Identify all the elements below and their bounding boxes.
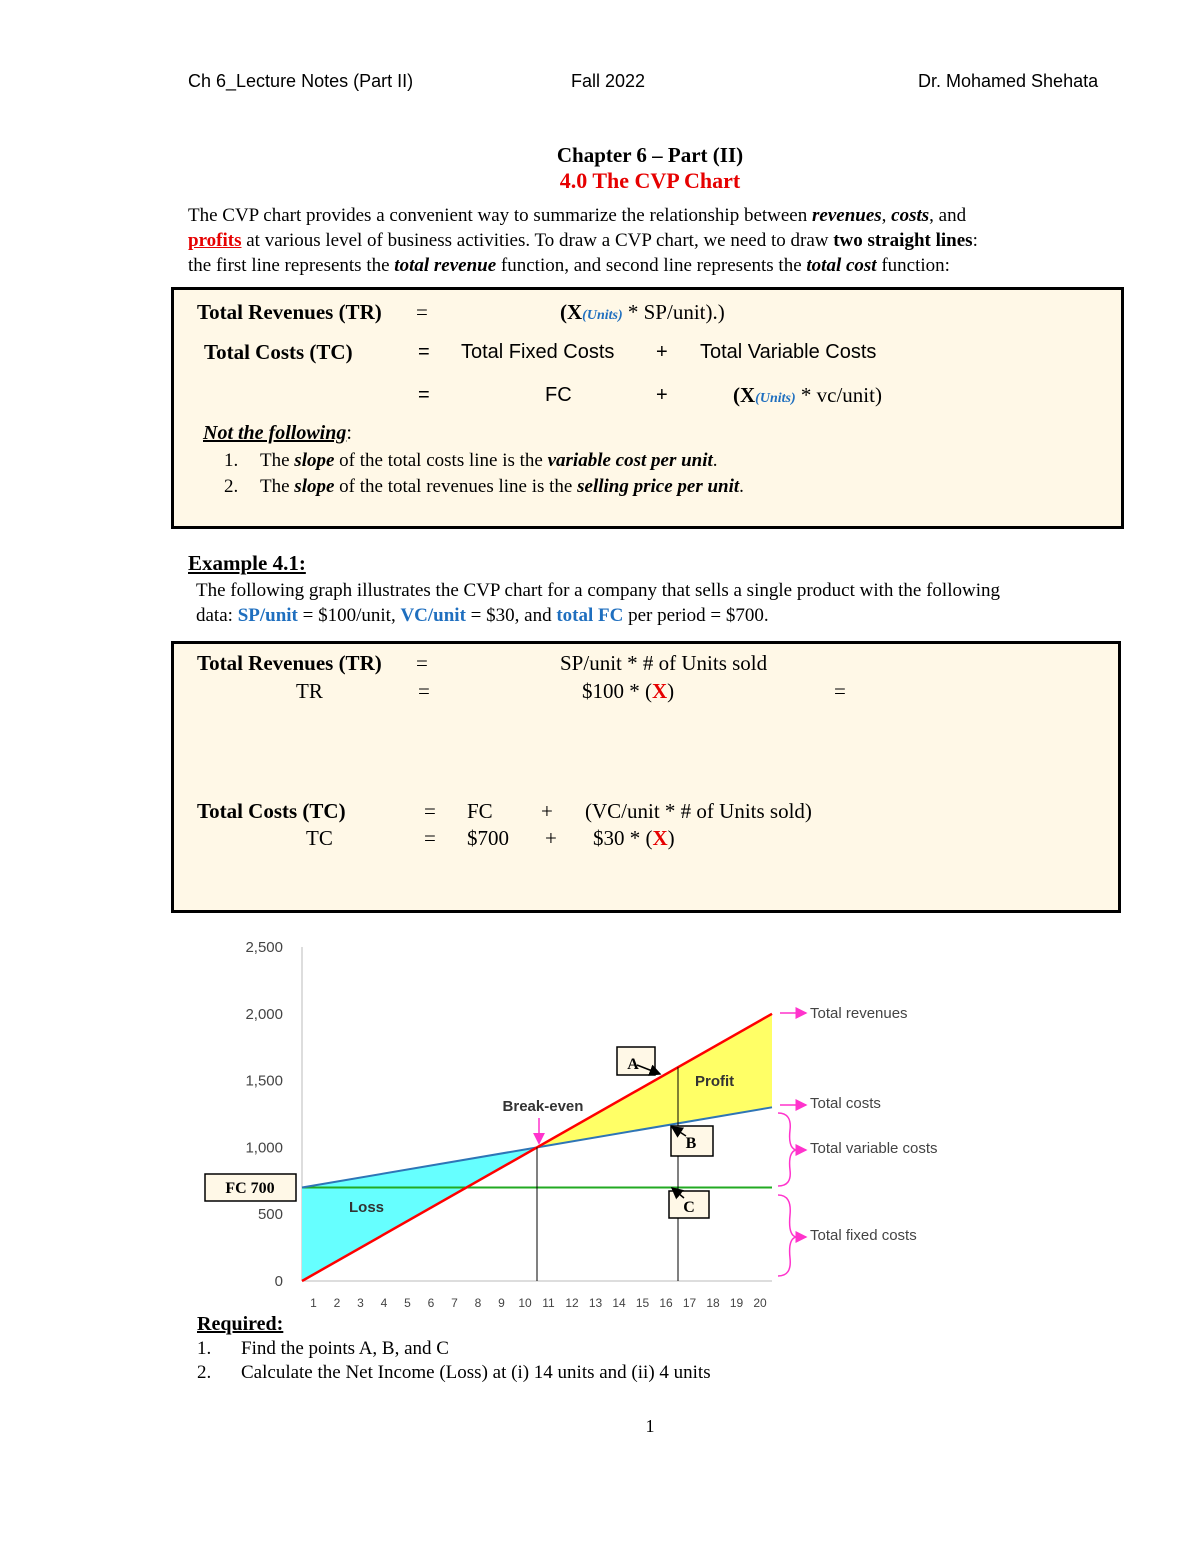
ex-tc-label: Total Costs (TC) <box>197 799 346 823</box>
legend-total-revenues: Total revenues <box>810 1005 908 1022</box>
tr-equals: = <box>416 300 428 324</box>
page-number: 1 <box>645 1416 655 1436</box>
x-tick-label: 13 <box>588 1296 603 1310</box>
tr-label: Total Revenues (TR) <box>197 300 382 324</box>
x-tick-label: 1 <box>310 1296 317 1310</box>
intro-paragraph: The CVP chart provides a convenient way to summarize the relationship between revenues, costs, and profits at various level of business activities. To draw a CVP chart, we need to draw two straight lines: the first line represents the total revenue function, and second line represents the total cost function: <box>188 205 978 276</box>
x-tick-label: 8 <box>474 1296 482 1310</box>
ex-tc-equals-2: = <box>424 826 436 850</box>
example-title: Example 4.1: <box>188 551 306 575</box>
ex-tr-equals-2: = <box>418 679 430 703</box>
header-right: Dr. Mohamed Shehata <box>918 71 1099 91</box>
ex-tr-label: Total Revenues (TR) <box>197 651 382 675</box>
tr-formula: (X(Units) * SP/unit).) <box>560 300 725 324</box>
header-center: Fall 2022 <box>571 71 646 91</box>
section-title: 4.0 The CVP Chart <box>559 168 741 193</box>
x-tick-label: 15 <box>635 1296 650 1310</box>
y-tick-label: 0 <box>274 1273 283 1290</box>
y-tick-label: 2,500 <box>245 939 283 956</box>
x-tick-label: 12 <box>565 1296 579 1310</box>
vc-formula: (X(Units) * vc/unit) <box>733 383 882 407</box>
ex-tr-short: TR <box>296 679 323 703</box>
x-tick-label: 14 <box>612 1296 626 1310</box>
chapter-title: Chapter 6 – Part (II) <box>556 143 744 167</box>
x-tick-label: 3 <box>357 1296 364 1310</box>
ex-tc-plus: + <box>541 799 553 823</box>
ex-tc-formula: (VC/unit * # of Units sold) <box>585 799 812 823</box>
ex-tr-value: $100 * (X) <box>582 679 675 703</box>
required-item: 1. Find the points A, B, and C <box>197 1338 449 1359</box>
note-item: 2. The slope of the total revenues line is the selling price per unit. <box>224 476 744 497</box>
x-tick-labels <box>310 1296 767 1310</box>
required-item: 2. Calculate the Net Income (Loss) at (i) 14 units and (ii) 4 units <box>197 1362 711 1383</box>
tc-plus: + <box>656 341 668 363</box>
tvc-brace <box>778 1113 796 1186</box>
tc-label: Total Costs (TC) <box>204 340 353 364</box>
x-tick-label: 4 <box>380 1296 388 1310</box>
ex-tc-value: $30 * (X) <box>593 826 675 850</box>
y-tick-label: 1,500 <box>245 1072 283 1090</box>
tfc-brace <box>778 1195 796 1276</box>
x-tick-label: 2 <box>333 1296 341 1310</box>
tc-variable: Total Variable Costs <box>700 341 877 363</box>
fc-box-label: FC 700 <box>225 1180 275 1197</box>
note-title: Not the following: <box>203 422 352 444</box>
legend-total-variable-costs: Total variable costs <box>810 1140 938 1157</box>
point-a-label: A <box>627 1056 639 1073</box>
y-tick-label: 500 <box>257 1206 283 1224</box>
x-tick-label: 16 <box>659 1296 673 1310</box>
tc-fixed: Total Fixed Costs <box>461 341 615 363</box>
ex-tr-formula: SP/unit * # of Units sold <box>560 651 768 675</box>
loss-label: Loss <box>349 1199 385 1216</box>
break-even-label: Break-even <box>502 1098 584 1115</box>
header-left: Ch 6_Lecture Notes (Part II) <box>188 71 414 91</box>
y-tick-label: 2,000 <box>245 1005 283 1023</box>
x-tick-label: 11 <box>542 1296 555 1310</box>
legend-total-fixed-costs: Total fixed costs <box>810 1227 917 1244</box>
cvp-chart <box>0 930 1200 1320</box>
fc-plus: + <box>656 384 668 406</box>
x-tick-label: 20 <box>753 1296 767 1310</box>
ex-tc-plus-2: + <box>545 826 557 850</box>
y-tick-label: 1,000 <box>245 1139 283 1157</box>
note-item: 1. The slope of the total costs line is the variable cost per unit. <box>224 450 718 471</box>
example-text: The following graph illustrates the CVP chart for a company that sells a single product with the following data: SP/unit = $100/unit, VC/unit = $30, and total FC per period = $700. <box>196 580 1000 626</box>
ex-tc-equals: = <box>424 799 436 823</box>
profit-label: Profit <box>695 1073 735 1090</box>
x-tick-label: 19 <box>729 1296 744 1310</box>
ex-tc-fc: FC <box>467 799 493 823</box>
x-tick-label: 10 <box>518 1296 532 1310</box>
ex-tc-fc-value: $700 <box>467 826 509 850</box>
fc-term: FC <box>545 384 572 406</box>
required-title: Required: <box>197 1313 284 1335</box>
x-tick-label: 18 <box>706 1296 720 1310</box>
x-tick-label: 17 <box>682 1296 697 1310</box>
ex-tr-equals-3: = <box>834 679 846 703</box>
point-c-label: C <box>683 1199 695 1216</box>
profits-keyword: profits <box>188 230 242 251</box>
fc-equals: = <box>418 384 430 406</box>
x-tick-label: 9 <box>498 1296 505 1310</box>
point-b-label: B <box>685 1135 697 1152</box>
tc-equals: = <box>418 341 430 363</box>
x-tick-label: 6 <box>427 1296 435 1310</box>
ex-tc-short: TC <box>306 826 333 850</box>
legend-total-costs: Total costs <box>810 1095 881 1112</box>
y-tick-labels <box>245 939 283 1290</box>
ex-tr-equals: = <box>416 651 428 675</box>
x-tick-label: 7 <box>451 1296 458 1310</box>
x-tick-label: 5 <box>404 1296 411 1310</box>
